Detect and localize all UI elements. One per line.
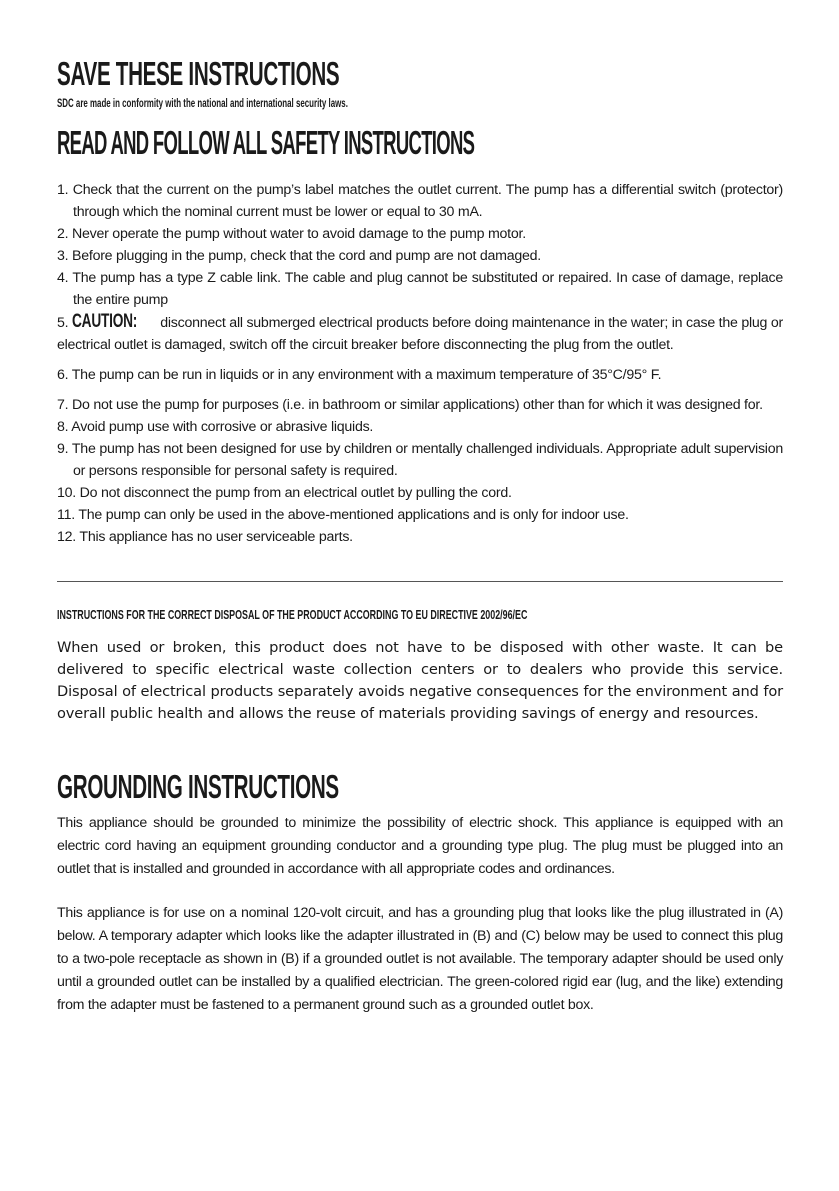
safety-item-10: 10. Do not disconnect the pump from an electrical outlet by pulling the cord. bbox=[57, 485, 512, 501]
safety-item-11: 11. The pump can only be used in the above-mentioned applications and is only for indoor use. bbox=[57, 507, 629, 523]
conformity-note: SDC are made in conformity with the national and international security laws. bbox=[57, 96, 348, 110]
safety-item-8: 8. Avoid pump use with corrosive or abrasive liquids. bbox=[57, 419, 374, 435]
save-instructions-title: SAVE THESE INSTRUCTIONS bbox=[57, 55, 340, 92]
safety-instructions-list bbox=[57, 179, 783, 548]
safety-item-5-text: disconnect all submerged electrical products before doing maintenance in the water; in case the plug or electrical outlet is damaged, switch off the circuit breaker before disconnecting the plug from the outlet. bbox=[57, 315, 783, 353]
safety-item-3: 3. Before plugging in the pump, check that the cord and pump are not damaged. bbox=[57, 248, 541, 264]
safety-instructions-title: READ AND FOLLOW ALL SAFETY INSTRUCTIONS bbox=[57, 124, 475, 161]
safety-item-6: 6. The pump can be run in liquids or in any environment with a maximum temperature of 35°C/95° F. bbox=[57, 367, 662, 383]
safety-item-5-number: 5. bbox=[57, 315, 69, 331]
grounding-paragraph-2: This appliance is for use on a nominal 120-volt circuit, and has a grounding plug that looks like the plug illustrated in (A) below. A temporary adapter which looks like the adapter illustrated in (B) and (C) below may be used to connect this plug to a two-pole receptacle as shown in (B) if a grounded outlet is not available. The temporary adapter should be used only until a grounded outlet can be installed by a qualified electrician. The green-colored rigid ear (lug, and the like) extending from the adapter must be fastened to a permanent ground such as a grounded outlet box. bbox=[57, 905, 783, 1013]
safety-item-5 bbox=[57, 311, 783, 356]
safety-item-1: 1. Check that the current on the pump’s label matches the outlet current. The pump has a differential switch (protector) through which the nominal current must be lower or equal to 30 mA. bbox=[57, 182, 783, 220]
grounding-instructions-title: GROUNDING INSTRUCTIONS bbox=[57, 768, 339, 805]
safety-item-9: 9. The pump has not been designed for use by children or mentally challenged individuals. Appropriate adult supervision or persons responsible for personal safety is required. bbox=[57, 441, 783, 479]
safety-item-12: 12. This appliance has no user serviceable parts. bbox=[57, 529, 353, 545]
section-divider bbox=[57, 581, 783, 582]
safety-item-2: 2. Never operate the pump without water to avoid damage to the pump motor. bbox=[57, 226, 526, 242]
caution-label: CAUTION: bbox=[72, 311, 138, 332]
disposal-text: When used or broken, this product does not have to be disposed with other waste. It can be delivered to specific electrical waste collection centers or to dealers who provide this service. Disposal of electrical products separately avoids negative consequences for the environment and for overall public health and allows the reuse of materials providing savings of energy and resources. bbox=[57, 639, 783, 722]
safety-item-7: 7. Do not use the pump for purposes (i.e. in bathroom or similar applications) other than for which it was designed for. bbox=[57, 397, 763, 413]
safety-item-4: 4. The pump has a type Z cable link. The cable and plug cannot be substituted or repaired. In case of damage, replace the entire pump bbox=[57, 270, 783, 308]
grounding-paragraph-1: This appliance should be grounded to minimize the possibility of electric shock. This appliance is equipped with an electric cord having an equipment grounding conductor and a grounding type plug. The plug must be plugged into an outlet that is installed and grounded in accordance with all appropriate codes and ordinances. bbox=[57, 815, 783, 877]
disposal-title: INSTRUCTIONS FOR THE CORRECT DISPOSAL OF THE PRODUCT ACCORDING TO EU DIRECTIVE 2002/96/EC bbox=[57, 607, 528, 622]
